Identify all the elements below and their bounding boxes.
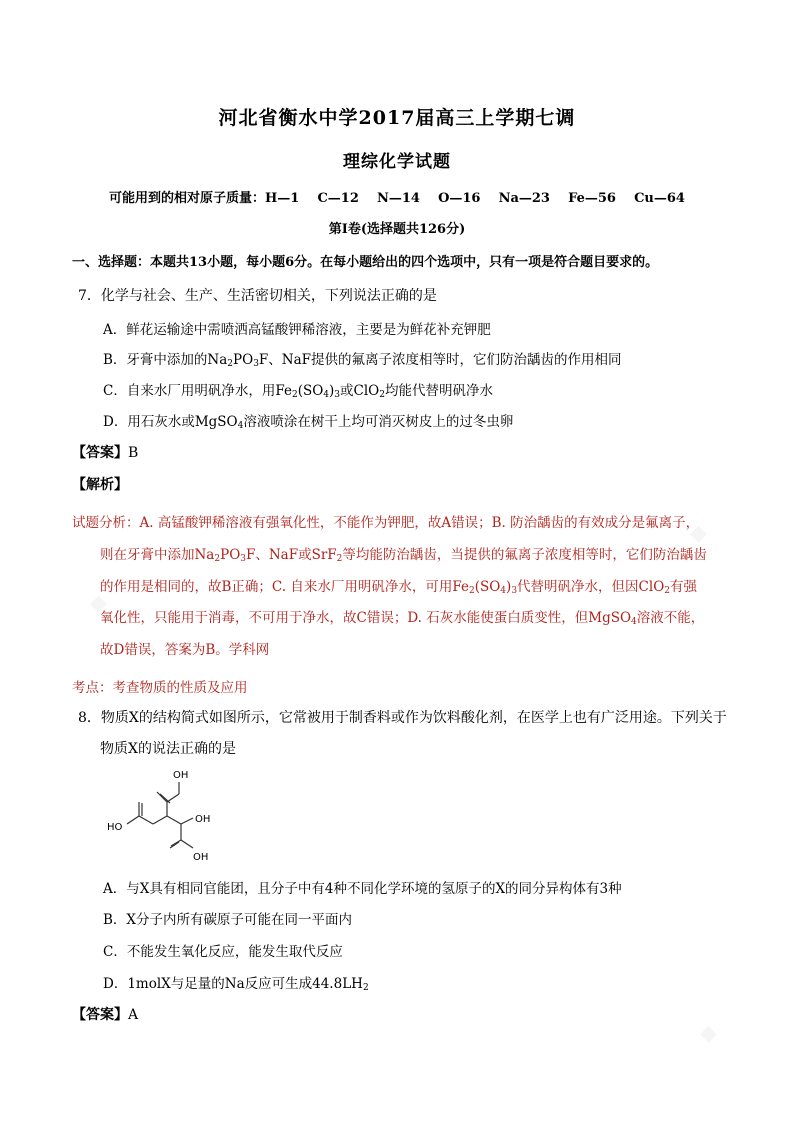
document-subtitle: 理综化学试题 — [343, 152, 451, 172]
watermark: ◆ — [700, 1020, 717, 1046]
oh-label: OH — [195, 814, 211, 825]
q7-analysis-line-4: 氧化性，只能用于消毒，不可用于净水，故C错误；D. 石灰水能使蛋白质变性，但MgSO$_4$溶液不能， — [100, 610, 705, 627]
q7-analysis-line-3: 的作用是相同的，故B正确；C. 自来水厂用明矾净水，可用$Fe_2(SO_4)_3$代替明矾净水，但因ClO$_2$有强 — [100, 579, 697, 596]
q8-option-d: D．1molX与足量的Na反应可生成$44.8LH_2$ — [103, 976, 369, 993]
q8-stem-line-2: 物质X的说法正确的是 — [100, 741, 236, 757]
atomic-masses: 可能用到的相对原子质量：H—1 C—12 N—14 O—16 Na—23 Fe—56 Cu—64 — [109, 191, 685, 206]
bond — [171, 840, 181, 846]
section-heading: 第Ⅰ卷(选择题共126分) — [328, 222, 466, 237]
document-title: 河北省衡水中学2017届高三上学期七调 — [218, 107, 576, 129]
bond — [127, 816, 139, 824]
compound-x-structure — [105, 766, 225, 866]
q7-analysis-line-1: 试题分析：A. 高锰酸钾稀溶液有强氧化性，不能作为钾肥，故A错误；B. 防治龋齿的有效成分是氟离子， — [72, 515, 700, 531]
oh-label: OH — [193, 852, 209, 863]
q8-option-b: B．X分子内所有碳原子可能在同一平面内 — [103, 912, 353, 928]
q7-answer: 【答案】B — [72, 445, 139, 461]
bond — [167, 794, 179, 802]
q7-analysis-label: 【解析】 — [72, 477, 128, 493]
q8-option-c: C．不能发生氧化反应，能发生取代反应 — [103, 944, 343, 960]
q7-option-b: B．牙膏中添加的$Na_2PO_3F$、NaF提供的氟离子浓度相等时，它们防治龋齿的作用相同 — [103, 352, 622, 369]
bond — [170, 842, 179, 848]
bond — [160, 794, 170, 803]
q7-option-a: A．鲜花运输途中需喷洒高锰酸钾稀溶液，主要是为鲜花补充钾肥 — [103, 322, 491, 338]
q7-option-c: C．自来水厂用明矾净水，用$Fe_2(SO_4)_3$或ClO$_2$均能代替明矾净水 — [103, 383, 493, 400]
q8-stem-line-1: 8．物质X的结构简式如图所示，它常被用于制香料或作为饮料酸化剂，在医学上也有广泛用途。下列关于 — [78, 710, 727, 726]
bond — [157, 792, 167, 802]
oh-label: OH — [173, 770, 189, 781]
ho-label: HO — [107, 822, 123, 833]
q8-option-a: A．与X具有相同官能团，且分子中有4种不同化学环境的氢原子的X的同分异构体有3种 — [103, 881, 622, 897]
q7-stem: 7．化学与社会、生产、生活密切相关，下列说法正确的是 — [78, 288, 437, 304]
q7-analysis-line-5: 故D错误，答案为B。学科网 — [100, 642, 270, 658]
bond — [153, 816, 167, 824]
q7-kaodian: 考点：考查物质的性质及应用 — [72, 680, 248, 696]
watermark: ◆ — [690, 520, 707, 546]
q7-option-d: D．用石灰水或MgSO$_4$溶液喷涂在树干上均可消灭树皮上的过冬虫卵 — [103, 414, 514, 431]
instructions: 一、选择题：本题共13小题，每小题6分。在每小题给出的四个选项中，只有一项是符合题目要求的。 — [72, 255, 659, 270]
q8-answer: 【答案】A — [72, 1007, 139, 1023]
q7-analysis-line-2: 则在牙膏中添加$Na_2PO_3F$、NaF或SrF$_2$等均能防治龋齿，当提供的氟离子浓度相等时，它们防治龋齿 — [100, 547, 707, 564]
bond — [181, 818, 193, 824]
bond — [139, 816, 153, 824]
bond — [181, 840, 193, 848]
watermark: ◆ — [90, 590, 107, 616]
bond — [167, 816, 181, 824]
